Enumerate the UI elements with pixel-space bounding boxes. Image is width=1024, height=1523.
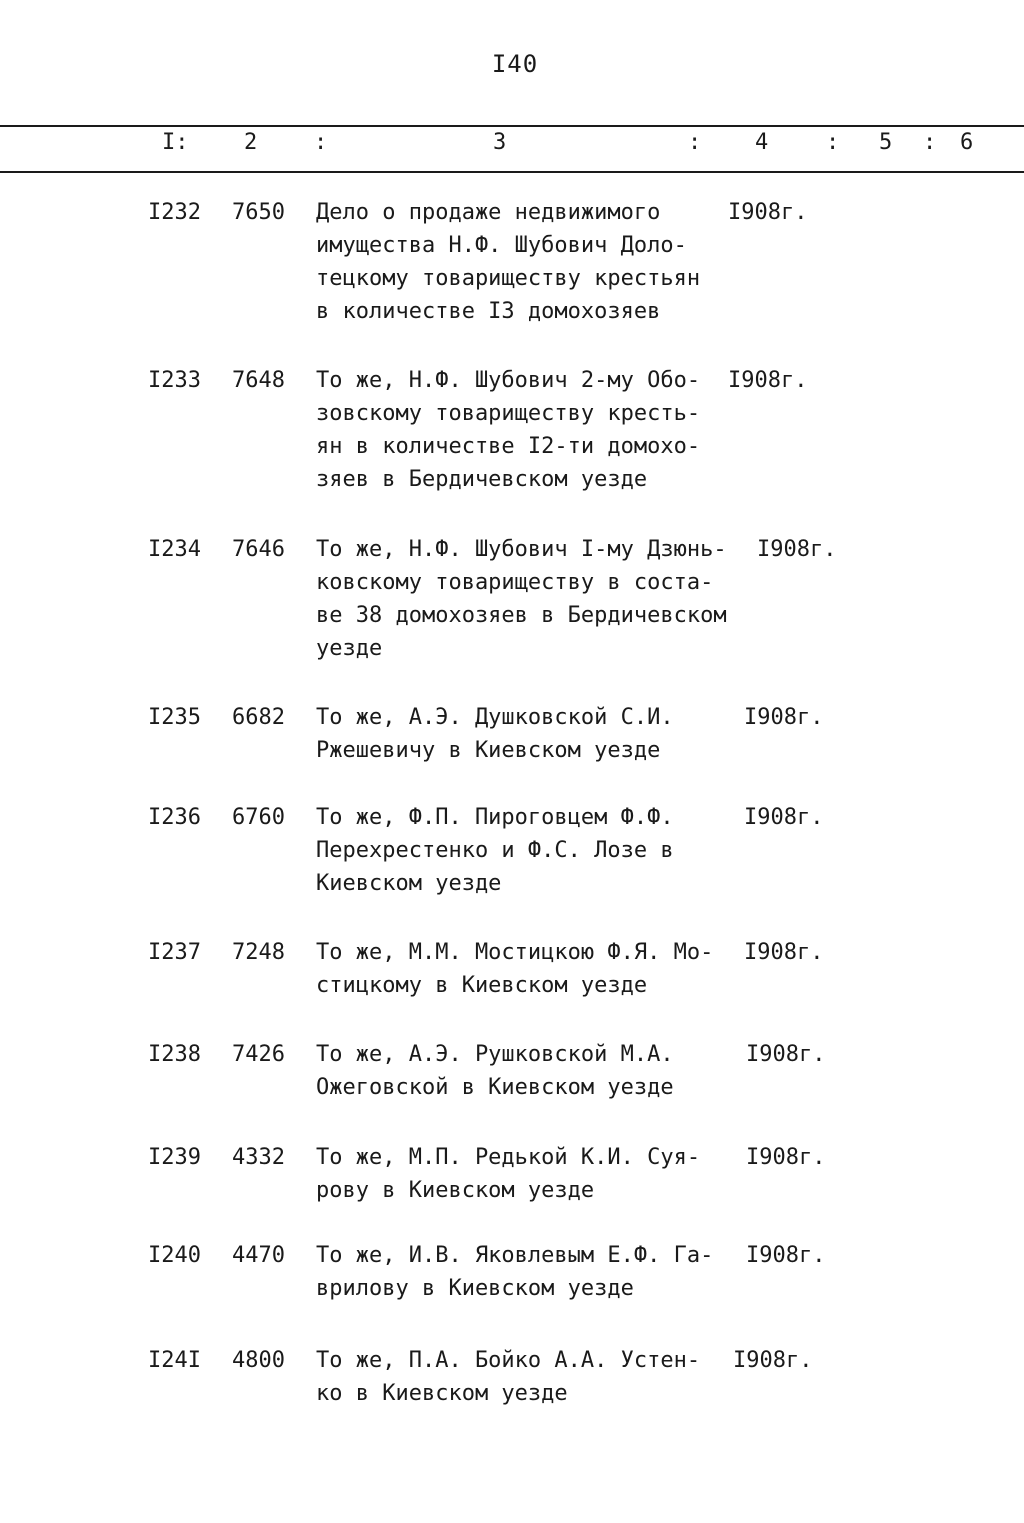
- entry-year: I908г.: [728, 200, 808, 225]
- description-line: Киевском уезде: [316, 871, 502, 896]
- entry-number: I237: [148, 940, 201, 965]
- entry-number: I232: [148, 200, 201, 225]
- description-line: ко в Киевском уезде: [316, 1381, 568, 1406]
- entry-description: [316, 1239, 736, 1305]
- description-line: тецкому товариществу крестьян: [316, 266, 701, 291]
- entry-year: I908г.: [733, 1348, 813, 1373]
- entry-number: I235: [148, 705, 201, 730]
- entry-year: I908г.: [746, 1042, 826, 1067]
- entry-year: I908г.: [757, 537, 837, 562]
- entry-year: I908г.: [744, 940, 824, 965]
- description-line: зовскому товариществу кресть-: [316, 401, 701, 426]
- entry-description: [316, 196, 736, 328]
- column-header-6: 6: [960, 130, 974, 155]
- description-line: ве 38 домохозяев в Бердичевском: [316, 603, 727, 628]
- entry-code: 7650: [232, 200, 285, 225]
- description-line: ян в количестве I2-ти домохо-: [316, 434, 701, 459]
- entry-number: I236: [148, 805, 201, 830]
- column-header-4: 4: [755, 130, 769, 155]
- entry-description: [316, 533, 736, 665]
- description-line: ковскому товариществу в соста-: [316, 570, 714, 595]
- entry-description: [316, 801, 736, 900]
- description-line: имущества Н.Ф. Шубович Доло-: [316, 233, 687, 258]
- description-line: То же, А.Э. Душковской С.И.: [316, 705, 674, 730]
- description-line: Ожеговской в Киевском уезде: [316, 1075, 674, 1100]
- description-line: рову в Киевском уезде: [316, 1178, 595, 1203]
- entry-code: 4332: [232, 1145, 285, 1170]
- entry-description: [316, 1344, 736, 1410]
- entry-number: I238: [148, 1042, 201, 1067]
- entry-code: 7248: [232, 940, 285, 965]
- entry-code: 4800: [232, 1348, 285, 1373]
- entry-number: I233: [148, 368, 201, 393]
- column-header-2: 2: [244, 130, 258, 155]
- entry-year: I908г.: [728, 368, 808, 393]
- entry-year: I908г.: [744, 805, 824, 830]
- entry-code: 6682: [232, 705, 285, 730]
- entry-year: I908г.: [746, 1145, 826, 1170]
- entry-number: I239: [148, 1145, 201, 1170]
- entry-code: 7646: [232, 537, 285, 562]
- entry-year: I908г.: [746, 1243, 826, 1268]
- description-line: в количестве I3 домохозяев: [316, 299, 661, 324]
- description-line: То же, М.М. Мостицкою Ф.Я. Мо-: [316, 940, 714, 965]
- description-line: То же, Н.Ф. Шубович I-му Дзюнь-: [316, 537, 727, 562]
- description-line: То же, Н.Ф. Шубович 2-му Обо-: [316, 368, 701, 393]
- entry-year: I908г.: [744, 705, 824, 730]
- description-line: То же, А.Э. Рушковской М.А.: [316, 1042, 674, 1067]
- entry-description: [316, 936, 736, 1002]
- entry-description: [316, 1038, 736, 1104]
- column-separator: :: [688, 130, 702, 155]
- column-separator: :: [314, 130, 328, 155]
- column-separator: :: [826, 130, 840, 155]
- column-header-1: I:: [162, 130, 189, 155]
- description-line: Перехрестенко и Ф.С. Лозе в: [316, 838, 674, 863]
- description-line: То же, М.П. Редькой К.И. Суя-: [316, 1145, 701, 1170]
- entry-description: [316, 701, 736, 767]
- entry-code: 4470: [232, 1243, 285, 1268]
- entry-code: 6760: [232, 805, 285, 830]
- description-line: уезде: [316, 636, 383, 661]
- table-header-rule: [0, 171, 1024, 173]
- column-header-3: 3: [493, 130, 507, 155]
- description-line: врилову в Киевском уезде: [316, 1276, 634, 1301]
- entry-number: I234: [148, 537, 201, 562]
- entry-code: 7648: [232, 368, 285, 393]
- description-line: Ржешевичу в Киевском уезде: [316, 738, 661, 763]
- entry-code: 7426: [232, 1042, 285, 1067]
- description-line: То же, Ф.П. Пироговцем Ф.Ф.: [316, 805, 674, 830]
- column-header-5: 5: [879, 130, 893, 155]
- description-line: стицкому в Киевском уезде: [316, 973, 648, 998]
- description-line: То же, П.А. Бойко А.А. Устен-: [316, 1348, 701, 1373]
- entry-number: I240: [148, 1243, 201, 1268]
- description-line: зяев в Бердичевском уезде: [316, 467, 648, 492]
- entry-description: [316, 364, 736, 496]
- entry-number: I24I: [148, 1348, 201, 1373]
- column-separator: :: [923, 130, 937, 155]
- description-line: Дело о продаже недвижимого: [316, 200, 661, 225]
- table-top-rule: [0, 125, 1024, 127]
- page-number: I40: [491, 50, 539, 78]
- column-header-row: [0, 130, 1024, 162]
- entry-description: [316, 1141, 736, 1207]
- description-line: То же, И.В. Яковлевым Е.Ф. Га-: [316, 1243, 714, 1268]
